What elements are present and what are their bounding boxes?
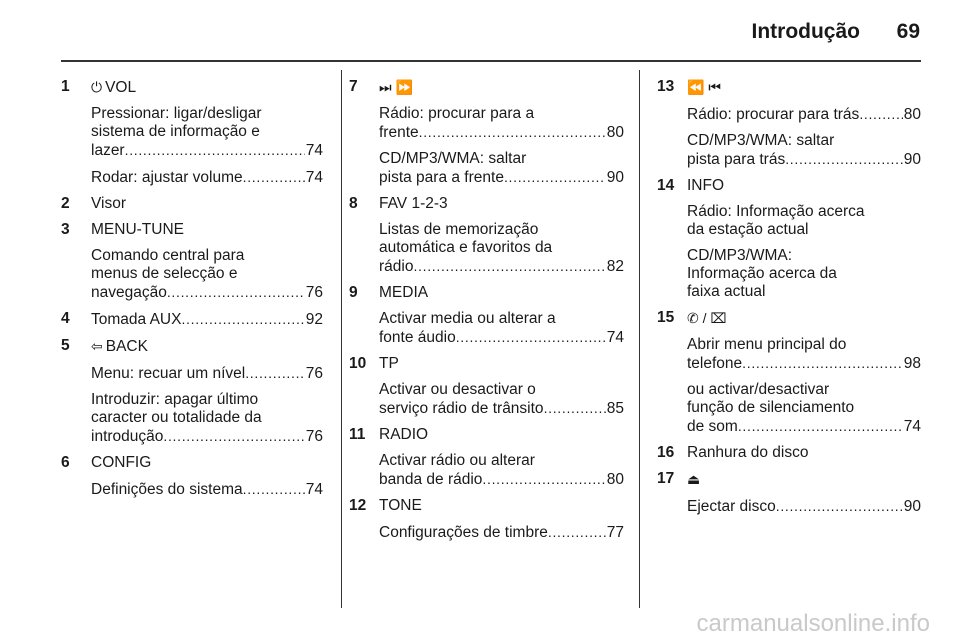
control-number: 10 xyxy=(349,355,367,372)
page-reference xyxy=(687,417,921,436)
control-symbol-icon: ⏪ ⏮ xyxy=(687,79,721,95)
control-entry-4 xyxy=(61,310,323,329)
description xyxy=(91,364,323,383)
control-label: CONFIG xyxy=(91,454,152,471)
description-line: Rádio: Informação acerca xyxy=(687,203,865,220)
page-reference xyxy=(91,310,323,329)
control-entry-2 xyxy=(61,195,323,213)
description xyxy=(379,452,624,489)
reference-page: 74 xyxy=(305,142,323,159)
dot-leader xyxy=(419,123,606,142)
reference-text: telefone xyxy=(687,355,743,372)
description-line: faixa actual xyxy=(687,283,766,300)
dot-leader xyxy=(482,470,605,489)
reference-page: 90 xyxy=(903,498,921,515)
dot-leader xyxy=(859,105,902,124)
reference-page: 85 xyxy=(606,400,624,417)
description-line: Informação acerca da xyxy=(687,265,837,282)
reference-text: pista para a frente xyxy=(379,169,504,186)
control-entry-13 xyxy=(657,78,921,169)
description-line: CD/MP3/WMA: saltar xyxy=(379,150,527,167)
control-title xyxy=(91,221,323,239)
reference-text: Configurações de timbre xyxy=(379,524,548,541)
description xyxy=(687,132,921,169)
control-number: 1 xyxy=(61,78,70,95)
control-title xyxy=(379,284,624,302)
dot-leader xyxy=(742,354,903,373)
reference-page: 74 xyxy=(305,169,323,186)
reference-text: Definições do sistema xyxy=(91,481,243,498)
reference-text: frente xyxy=(379,124,419,141)
dot-leader xyxy=(785,150,903,169)
reference-page: 82 xyxy=(606,258,624,275)
control-number: 4 xyxy=(61,310,70,327)
description-line: Introduzir: apagar último xyxy=(91,391,259,408)
control-number: 12 xyxy=(349,497,367,514)
dot-leader xyxy=(776,497,903,516)
description xyxy=(379,381,624,418)
control-title xyxy=(379,195,624,213)
dot-leader xyxy=(245,364,305,383)
page-reference xyxy=(687,497,921,516)
control-title xyxy=(379,355,624,373)
control-label: RADIO xyxy=(379,426,429,443)
control-title xyxy=(91,195,323,213)
description-line: Pressionar: ligar/desligar xyxy=(91,105,262,122)
control-label: FAV 1-2-3 xyxy=(379,195,448,212)
control-number: 6 xyxy=(61,454,70,471)
control-symbol-icon: ⏏ xyxy=(687,471,701,487)
page-reference xyxy=(91,364,323,383)
control-number: 14 xyxy=(657,177,675,194)
page-reference xyxy=(91,427,323,446)
description-line: CD/MP3/WMA: xyxy=(687,247,793,264)
control-number: 3 xyxy=(61,221,70,238)
control-entry-16 xyxy=(657,444,921,462)
reference-page: 90 xyxy=(606,169,624,186)
description-line: sistema de informação e xyxy=(91,123,260,140)
description xyxy=(379,310,624,347)
reference-page: 74 xyxy=(903,418,921,435)
reference-page: 77 xyxy=(606,524,624,541)
description-line: caracter ou totalidade da xyxy=(91,409,262,426)
control-label: MEDIA xyxy=(379,284,429,301)
description xyxy=(687,497,921,516)
control-entry-10 xyxy=(349,355,624,418)
control-title xyxy=(91,78,323,97)
control-entry-3 xyxy=(61,221,323,302)
reference-text: pista para trás xyxy=(687,151,786,168)
reference-page: 74 xyxy=(606,329,624,346)
description-line: da estação actual xyxy=(687,221,809,238)
page-reference xyxy=(379,328,624,347)
reference-text: Tomada AUX xyxy=(91,311,182,328)
control-number: 7 xyxy=(349,78,358,95)
control-number: 13 xyxy=(657,78,675,95)
reference-text: navegação xyxy=(91,284,167,301)
control-title xyxy=(687,444,921,462)
control-title xyxy=(379,497,624,515)
control-number: 9 xyxy=(349,284,358,301)
reference-page: 74 xyxy=(305,481,323,498)
description xyxy=(91,247,323,302)
reference-page: 98 xyxy=(903,355,921,372)
dot-leader xyxy=(243,168,305,187)
control-title xyxy=(379,78,624,97)
reference-text: introdução xyxy=(91,428,164,445)
description-line: Activar ou desactivar o xyxy=(379,381,536,398)
description-line: ou activar/desactivar xyxy=(687,381,830,398)
page-reference xyxy=(379,470,624,489)
dot-leader xyxy=(544,399,606,418)
header-divider xyxy=(61,60,921,62)
control-symbol-icon: ⇦ xyxy=(91,338,103,354)
page-reference xyxy=(91,283,323,302)
control-label: BACK xyxy=(105,338,148,355)
control-label: INFO xyxy=(687,177,725,194)
reference-text: fonte áudio xyxy=(379,329,456,346)
control-number: 5 xyxy=(61,337,70,354)
dot-leader xyxy=(456,328,606,347)
dot-leader xyxy=(125,141,305,160)
dot-leader xyxy=(243,480,305,499)
control-label: TP xyxy=(379,355,399,372)
reference-text: rádio xyxy=(379,258,414,275)
control-label: MENU-TUNE xyxy=(91,221,184,238)
reference-text: banda de rádio xyxy=(379,471,483,488)
description xyxy=(91,391,323,446)
description-line: Rádio: procurar para a xyxy=(379,105,535,122)
control-title xyxy=(687,309,921,328)
control-title xyxy=(379,426,624,444)
control-label: Ranhura do disco xyxy=(687,444,809,461)
control-label: TONE xyxy=(379,497,422,514)
control-number: 16 xyxy=(657,444,675,461)
reference-page: 80 xyxy=(903,106,921,123)
dot-leader xyxy=(504,168,606,187)
reference-text: Rodar: ajustar volume xyxy=(91,169,243,186)
description xyxy=(91,480,323,499)
column-1 xyxy=(61,78,323,507)
description xyxy=(687,105,921,124)
control-number: 17 xyxy=(657,470,675,487)
control-title xyxy=(91,454,323,472)
control-symbol-icon: ⏭ ⏩ xyxy=(379,79,413,95)
description-line: menus de selecção e xyxy=(91,265,238,282)
control-symbol-icon: ⏻ xyxy=(91,79,103,95)
column-3 xyxy=(657,78,921,524)
watermark: carmanualsonline.info xyxy=(696,610,930,637)
reference-text: Menu: recuar um nível xyxy=(91,365,246,382)
column-2 xyxy=(349,78,624,550)
page-reference xyxy=(379,523,624,542)
control-number: 2 xyxy=(61,195,70,212)
page-header xyxy=(0,0,960,62)
control-entry-7 xyxy=(349,78,624,187)
description-line: Activar media ou alterar a xyxy=(379,310,556,327)
control-entry-14 xyxy=(657,177,921,301)
description-line: função de silenciamento xyxy=(687,399,855,416)
control-title xyxy=(687,470,921,489)
control-entry-11 xyxy=(349,426,624,489)
control-entry-15 xyxy=(657,309,921,436)
dot-leader xyxy=(738,417,903,436)
reference-page: 92 xyxy=(305,311,323,328)
dot-leader xyxy=(413,257,605,276)
dot-leader xyxy=(163,427,304,446)
control-entry-6 xyxy=(61,454,323,499)
control-entry-1 xyxy=(61,78,323,187)
description-line: Abrir menu principal do xyxy=(687,336,847,353)
page-reference xyxy=(379,257,624,276)
page-title: Introdução xyxy=(751,20,860,43)
reference-page: 80 xyxy=(606,124,624,141)
control-number: 8 xyxy=(349,195,358,212)
description-line: Listas de memorização xyxy=(379,221,539,238)
reference-text: Ejectar disco xyxy=(687,498,776,515)
page-reference xyxy=(687,105,921,124)
page-reference xyxy=(91,168,323,187)
description-line: Comando central para xyxy=(91,247,245,264)
description xyxy=(687,381,921,436)
control-label: VOL xyxy=(105,79,137,96)
column-divider xyxy=(341,70,342,608)
description-line: CD/MP3/WMA: saltar xyxy=(687,132,835,149)
control-title xyxy=(687,78,921,97)
description xyxy=(687,336,921,373)
description-line: automática e favoritos da xyxy=(379,239,553,256)
description xyxy=(379,150,624,187)
description xyxy=(687,203,921,239)
column-divider xyxy=(639,70,640,608)
page-reference xyxy=(91,141,323,160)
control-symbol-icon: ✆ / ⌧ xyxy=(687,310,727,326)
dot-leader xyxy=(181,310,304,329)
control-entry-12 xyxy=(349,497,624,542)
page-reference xyxy=(91,480,323,499)
reference-page: 76 xyxy=(305,284,323,301)
control-title xyxy=(91,337,323,356)
page-reference xyxy=(379,123,624,142)
description xyxy=(379,105,624,142)
description xyxy=(379,221,624,276)
page-reference xyxy=(687,150,921,169)
reference-page: 76 xyxy=(305,428,323,445)
reference-text: lazer xyxy=(91,142,125,159)
reference-text: serviço rádio de trânsito xyxy=(379,400,544,417)
description xyxy=(91,105,323,160)
control-number: 11 xyxy=(349,426,366,443)
reference-text: de som xyxy=(687,418,738,435)
control-entry-5 xyxy=(61,337,323,446)
control-title xyxy=(687,177,921,195)
description xyxy=(91,168,323,187)
control-entry-17 xyxy=(657,470,921,516)
reference-text: Rádio: procurar para trás xyxy=(687,106,860,123)
reference-page: 80 xyxy=(606,471,624,488)
reference-page: 90 xyxy=(903,151,921,168)
control-entry-8 xyxy=(349,195,624,276)
dot-leader xyxy=(167,283,305,302)
page-reference xyxy=(379,168,624,187)
control-number: 15 xyxy=(657,309,675,326)
control-entry-9 xyxy=(349,284,624,347)
page-reference xyxy=(379,399,624,418)
description-line: Activar rádio ou alterar xyxy=(379,452,535,469)
control-label: Visor xyxy=(91,195,127,212)
description xyxy=(379,523,624,542)
page-number: 69 xyxy=(896,20,920,43)
page-reference xyxy=(687,354,921,373)
description xyxy=(687,247,921,301)
dot-leader xyxy=(548,523,606,542)
reference-page: 76 xyxy=(305,365,323,382)
